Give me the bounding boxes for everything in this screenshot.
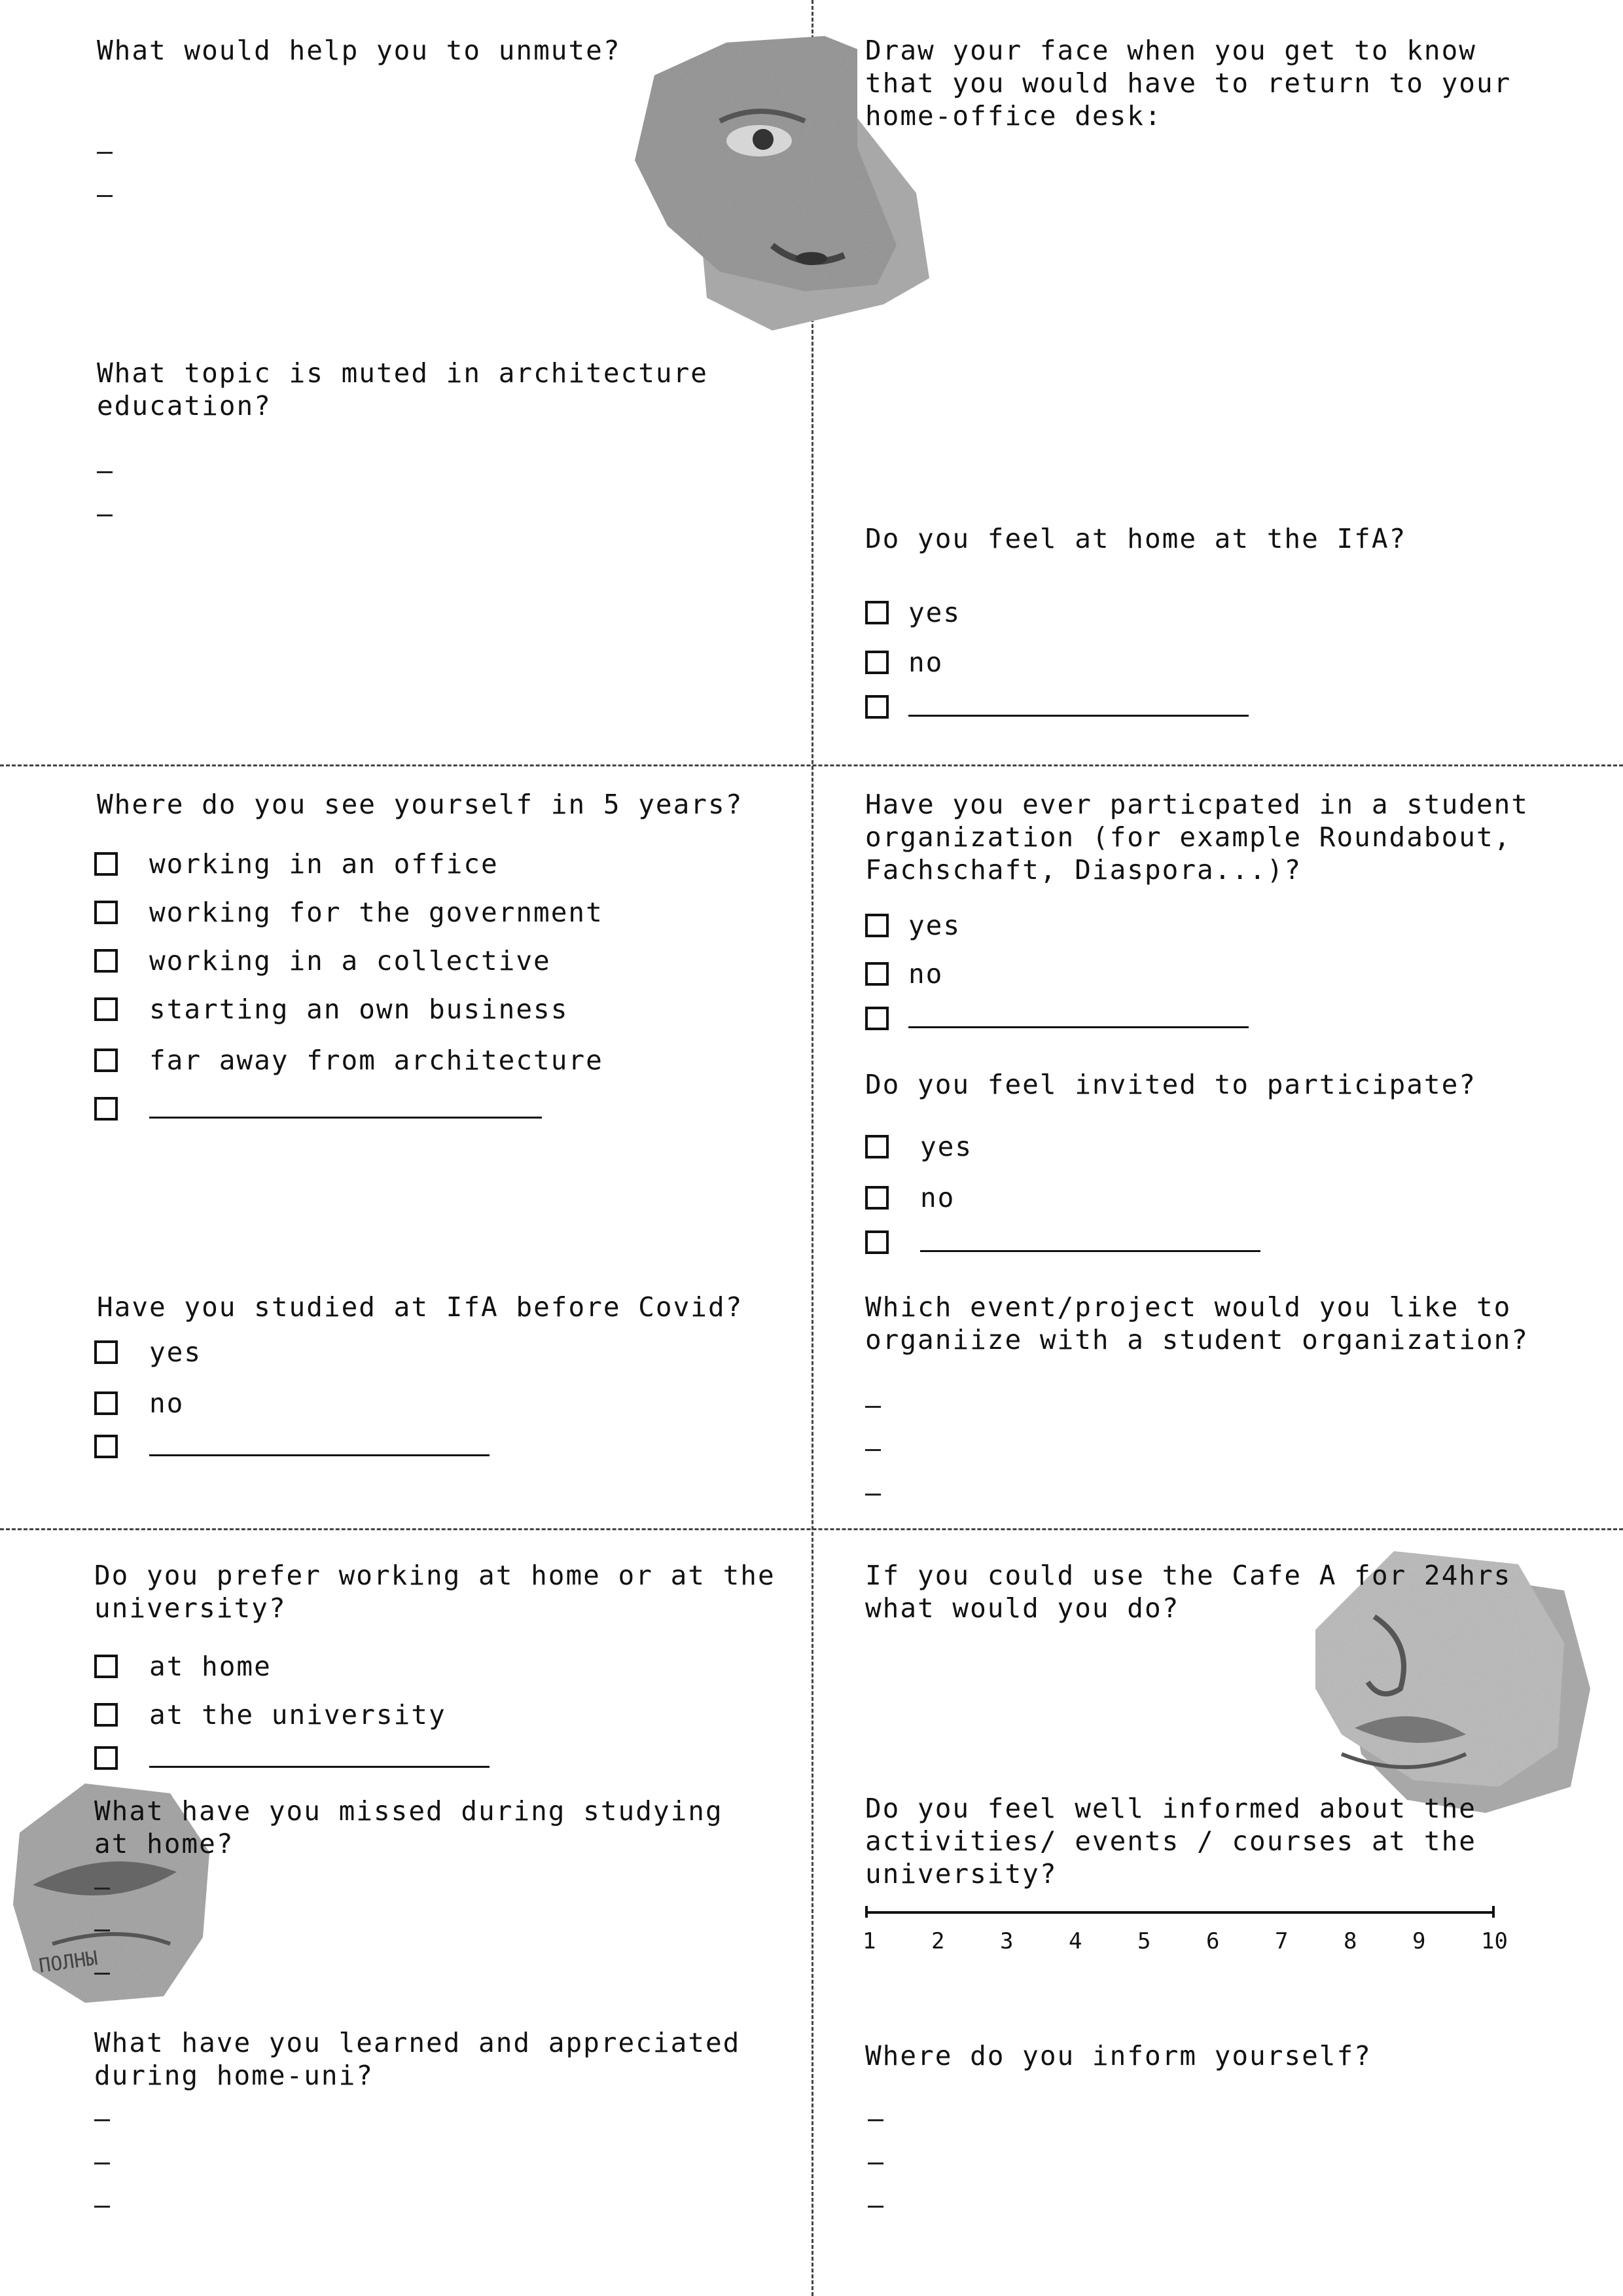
scale-number-2[interactable]: 2	[931, 1928, 945, 1954]
scale-tick	[865, 1906, 868, 1918]
checkbox[interactable]	[94, 1703, 118, 1727]
checkbox[interactable]	[865, 1186, 889, 1210]
checkbox[interactable]	[94, 949, 118, 973]
scale-number-10[interactable]: 10	[1481, 1928, 1508, 1954]
fill-in-line[interactable]	[149, 1766, 490, 1768]
checkbox[interactable]	[865, 601, 889, 624]
option-label: yes	[920, 1131, 973, 1162]
fill-in-line[interactable]	[149, 1117, 542, 1119]
checkbox[interactable]	[94, 852, 118, 876]
scale-number-4[interactable]: 4	[1069, 1928, 1082, 1954]
answer-dash	[94, 1929, 110, 1931]
checkbox[interactable]	[94, 1391, 118, 1415]
option-other[interactable]	[94, 1097, 542, 1121]
scale-number-5[interactable]: 5	[1137, 1928, 1151, 1954]
answer-dash	[865, 1449, 881, 1451]
option-label: yes	[149, 1336, 202, 1368]
option-label: no	[149, 1388, 185, 1419]
checkbox[interactable]	[94, 1049, 118, 1072]
scale-number-8[interactable]: 8	[1344, 1928, 1357, 1954]
question-muted-topic: What topic is muted in architecture education?	[97, 357, 708, 422]
checkbox[interactable]	[94, 1746, 118, 1770]
fill-in-line[interactable]	[908, 1026, 1249, 1028]
fill-in-line[interactable]	[920, 1250, 1260, 1252]
option-far-away[interactable]	[94, 1045, 603, 1076]
scale-number-7[interactable]: 7	[1275, 1928, 1289, 1954]
scale-tick	[1492, 1906, 1495, 1918]
question-cafe-a: If you could use the Cafe A for 24hrs what would you do?	[865, 1560, 1512, 1624]
answer-dash	[97, 195, 113, 197]
checkbox[interactable]	[865, 695, 889, 719]
answer-dash	[97, 152, 113, 154]
checkbox[interactable]	[94, 997, 118, 1021]
answer-dash	[94, 1973, 110, 1975]
question-before-covid: Have you studied at IfA before Covid?	[97, 1291, 743, 1323]
checkbox[interactable]	[865, 651, 889, 674]
option-other[interactable]	[94, 1435, 490, 1458]
answer-dash	[868, 2206, 883, 2208]
answer-dash	[94, 2119, 110, 2121]
vertical-divider	[812, 0, 813, 2296]
option-label: far away from architecture	[149, 1045, 603, 1076]
answer-dash	[868, 2162, 883, 2164]
answer-dash	[865, 1494, 881, 1496]
rating-scale-line[interactable]	[865, 1911, 1493, 1914]
option-at-university[interactable]	[94, 1699, 446, 1731]
question-home-or-uni: Do you prefer working at home or at the university?	[94, 1560, 776, 1624]
checkbox[interactable]	[865, 1230, 889, 1254]
question-well-informed: Do you feel well informed about the activities/ events / courses at the university?	[865, 1793, 1476, 1890]
option-business[interactable]	[94, 994, 568, 1025]
question-inform-yourself: Where do you inform yourself?	[865, 2040, 1372, 2072]
answer-dash	[94, 2206, 110, 2208]
fill-in-line[interactable]	[149, 1454, 490, 1456]
option-no[interactable]	[865, 1182, 955, 1213]
option-label: yes	[908, 597, 961, 628]
horizontal-divider-2	[0, 1528, 1623, 1530]
question-invited: Do you feel invited to participate?	[865, 1069, 1476, 1100]
option-no[interactable]	[865, 958, 943, 990]
option-label: at home	[149, 1651, 272, 1682]
checkbox[interactable]	[94, 1435, 118, 1458]
checkbox[interactable]	[865, 914, 889, 937]
checkbox[interactable]	[94, 1340, 118, 1364]
option-yes[interactable]	[94, 1336, 202, 1368]
option-label: at the university	[149, 1699, 446, 1731]
option-government[interactable]	[94, 897, 603, 928]
question-learned: What have you learned and appreciated during home-uni?	[94, 2027, 741, 2091]
option-label: working for the government	[149, 897, 603, 928]
option-yes[interactable]	[865, 1131, 972, 1162]
answer-dash	[97, 471, 113, 473]
question-unmute: What would help you to unmute?	[97, 35, 621, 66]
checkbox[interactable]	[865, 1007, 889, 1030]
checkbox[interactable]	[94, 1655, 118, 1678]
scale-number-3[interactable]: 3	[1000, 1928, 1014, 1954]
question-event-project: Which event/project would you like to organiize with a student organization?	[865, 1291, 1529, 1355]
option-label: working in a collective	[149, 945, 551, 977]
question-missed: What have you missed during studying at home?	[94, 1795, 723, 1859]
checkbox[interactable]	[865, 962, 889, 986]
option-at-home[interactable]	[94, 1651, 272, 1682]
question-student-org: Have you ever particpated in a student organization (for example Roundabout, Fachschaft, Diaspora...)?	[865, 789, 1529, 886]
checkbox[interactable]	[865, 1135, 889, 1158]
question-five-years: Where do you see yourself in 5 years?	[97, 789, 743, 820]
checkbox[interactable]	[94, 1097, 118, 1121]
option-other[interactable]	[865, 1007, 1249, 1030]
option-no[interactable]	[94, 1388, 184, 1419]
option-yes[interactable]	[865, 910, 961, 941]
scale-number-1[interactable]: 1	[863, 1928, 876, 1954]
option-label: no	[908, 647, 944, 678]
option-label: no	[920, 1182, 955, 1213]
option-label: yes	[908, 910, 961, 941]
scale-number-9[interactable]: 9	[1412, 1928, 1426, 1954]
option-label: starting an own business	[149, 994, 569, 1025]
option-other[interactable]	[94, 1746, 490, 1770]
question-draw-face: Draw your face when you get to know that you would have to return to your home-office desk:	[865, 35, 1512, 132]
scale-number-6[interactable]: 6	[1206, 1928, 1220, 1954]
option-other[interactable]	[865, 695, 1249, 719]
option-label: no	[908, 958, 944, 990]
answer-dash	[97, 514, 113, 516]
option-other[interactable]	[865, 1230, 1260, 1254]
option-collective[interactable]	[94, 945, 551, 977]
option-label: working in an office	[149, 848, 499, 880]
answer-dash	[865, 1406, 881, 1408]
mouth-text: ПОЛНЫ	[37, 1946, 99, 1978]
option-yes[interactable]	[865, 597, 961, 628]
horizontal-divider-1	[0, 764, 1623, 766]
answer-dash	[94, 2162, 110, 2164]
option-office[interactable]	[94, 848, 499, 880]
answer-dash	[94, 1888, 110, 1890]
fill-in-line[interactable]	[908, 715, 1249, 717]
checkbox[interactable]	[94, 901, 118, 924]
answer-dash	[868, 2119, 883, 2121]
option-no[interactable]	[865, 647, 943, 678]
question-feel-at-home: Do you feel at home at the IfA?	[865, 523, 1407, 554]
